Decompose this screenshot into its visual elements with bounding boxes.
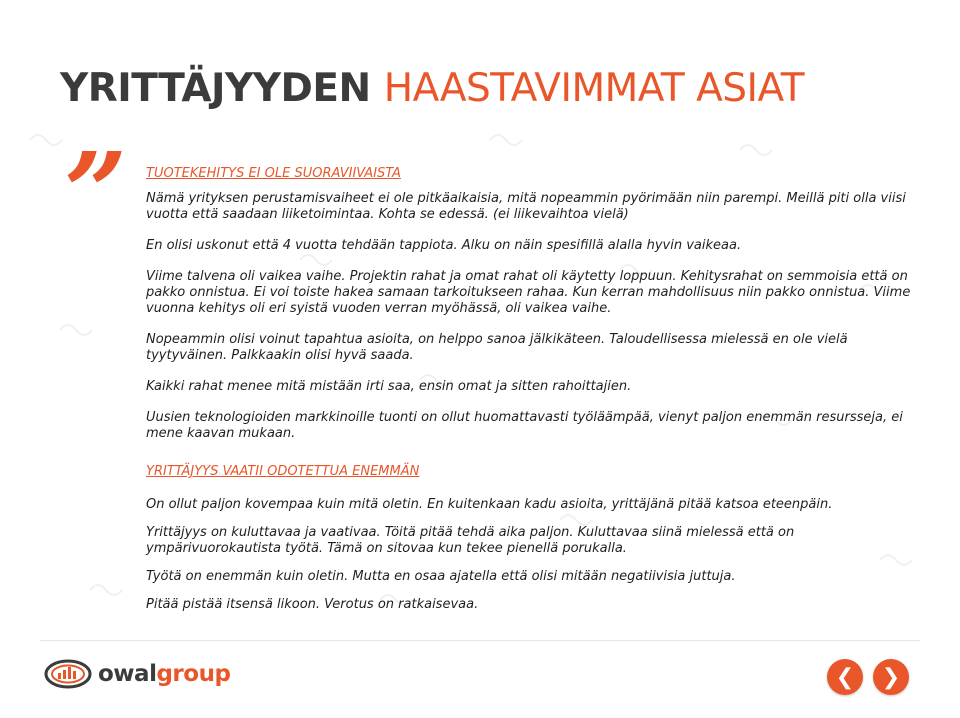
paragraph: Pitää pistää itsensä likoon. Verotus on ratkaisevaa. — [146, 597, 479, 612]
logo-mark-icon — [44, 659, 92, 689]
chevron-right-icon: ❯ — [881, 664, 901, 690]
footer-divider — [40, 640, 920, 641]
title-part-1: YRITTÄJYYDEN — [60, 66, 371, 111]
paragraph: En olisi uskonut että 4 vuotta tehdään tappiota. Alku on näin spesifillä alalla hyvin vaikeaa. — [146, 238, 742, 253]
next-button[interactable] — [873, 659, 909, 695]
logo-text-part-2: group — [156, 661, 231, 687]
paragraph: Kaikki rahat menee mitä mistään irti saa, ensin omat ja sitten rahoittajien. — [146, 379, 632, 394]
paragraph: On ollut paljon kovempaa kuin mitä oletin. En kuitenkaan kadu asioita, yrittäjänä pitää katsoa eteenpäin. — [146, 497, 833, 512]
section-heading-product-development: TUOTEKEHITYS EI OLE SUORAVIIVAISTA — [146, 166, 401, 181]
title-part-2: HAASTAVIMMAT ASIAT — [383, 66, 805, 111]
content-body — [146, 166, 916, 625]
previous-button[interactable] — [827, 659, 863, 695]
paragraph: Nämä yrityksen perustamisvaiheet ei ole pitkäaikaisia, mitä nopeammin pyörimään niin parempi. Meillä piti olla viisi vuotta että saadaan liiketoimintaa. Kohta se edessä. (ei liikevaihtoa vielä) — [146, 191, 906, 222]
chevron-left-icon: ❮ — [835, 664, 855, 690]
paragraph: Nopeammin olisi voinut tapahtua asioita, on helppo sanoa jälkikäteen. Taloudellisessa mielessä en ole vielä tyytyväinen. Palkkaakin olisi hyvä saada. — [146, 332, 848, 363]
logo-text — [98, 661, 230, 687]
paragraph: Yrittäjyys on kuluttavaa ja vaativaa. Töitä pitää tehdä aika paljon. Kuluttavaa siinä mielessä että on ympärivuorokautista työtä. Tämä on sitovaa kun tekee pienellä porukalla. — [146, 525, 795, 556]
logo-text-part-1: owal — [98, 661, 157, 687]
paragraph: Työtä on enemmän kuin oletin. Mutta en osaa ajatella että olisi mitään negatiivisia juttuja. — [146, 569, 736, 584]
paragraph: Uusien teknologioiden markkinoille tuonti on ollut huomattavasti työläämpää, vienyt paljon enemmän resursseja, ei mene kaavan mukaan. — [146, 410, 903, 441]
section-heading-entrepreneurship: YRITTÄJYYS VAATII ODOTETTUA ENEMMÄN — [146, 464, 420, 479]
page-title — [60, 66, 804, 111]
paragraph: Viime talvena oli vaikea vaihe. Projektin rahat ja omat rahat oli käytetty loppuun. Kehitysrahat on semmoisia että on pakko onnistua. Ei voi toiste hakea samaan tarkoitukseen rahaa. Kun kerran mahdollisuus niin pakko onnistua. Viime vuonna kehitys oli eri syistä vuoden verran myöhässä, oli vaikea vaihe. — [146, 269, 911, 316]
quote-mark-icon: ” — [64, 128, 128, 257]
owalgroup-logo — [44, 657, 230, 691]
